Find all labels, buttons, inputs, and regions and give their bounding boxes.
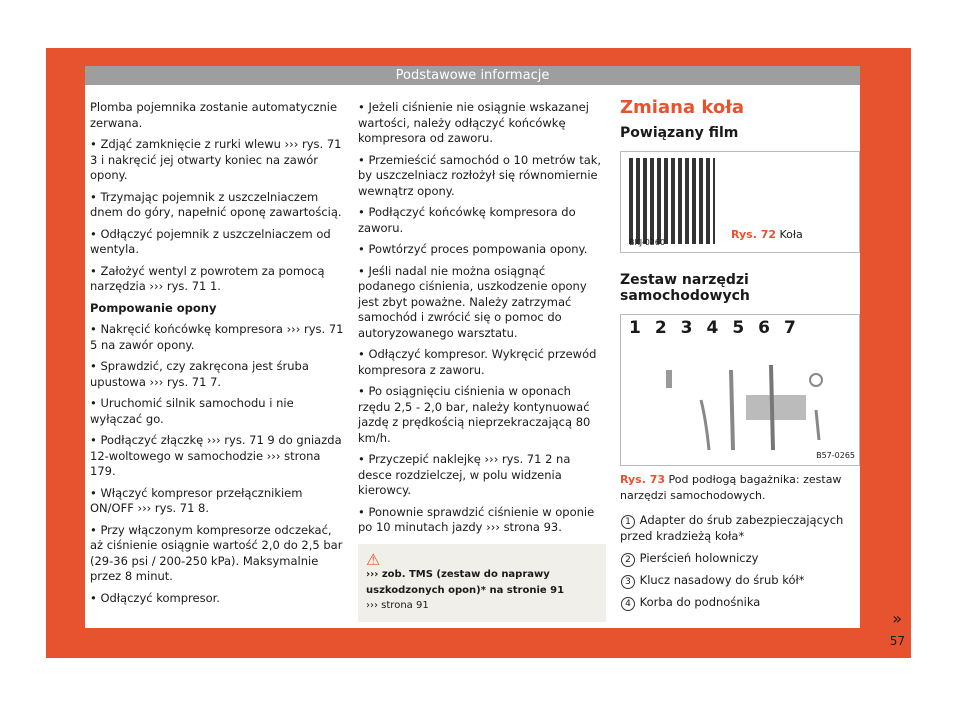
- continue-mark: »: [892, 609, 902, 628]
- column-3: [620, 97, 860, 617]
- text-line: • Odłączyć kompresor. Wykręcić przewód kompresora z zaworu.: [358, 347, 597, 377]
- text-line: • Jeśli nadal nie można osiągnąć podanego ciśnienia, uszkodzenie opony jest zbyt poważne. Należy zatrzymać samochód i zwrócić się o pomoc do autoryzowanego warsztatu.: [358, 263, 587, 340]
- figure-caption: Rys. 72 Koła: [731, 227, 803, 241]
- text-line: • Uruchomić silnik samochodu i nie wyłączać go.: [90, 396, 294, 426]
- text-line: • Podłączyć końcówkę kompresora do zaworu.: [358, 205, 576, 235]
- section-title: Zmiana koła: [620, 97, 745, 118]
- header: Podstawowe informacje: [85, 66, 860, 85]
- text-line: • Odłączyć kompresor.: [90, 590, 220, 605]
- tools-list: [620, 513, 860, 611]
- qr-code[interactable]: [629, 158, 715, 244]
- video-figure: [620, 151, 860, 253]
- figure-code: B57-0265: [816, 450, 855, 460]
- list-item: 2 Pierścień holowniczy: [620, 551, 860, 567]
- warning-icon: ⚠: [366, 549, 381, 569]
- text-line: • Zdjąć zamknięcie z rurki wlewu ››› rys. 71 3 i nakręcić jej otwarty koniec na zawór opony.: [90, 137, 342, 182]
- qr-code-id: BKJ-0260: [629, 237, 666, 247]
- text-line: • Nakręcić końcówkę kompresora ››› rys. 71 5 na zawór opony.: [90, 322, 344, 352]
- info-text: ››› strona 91: [366, 600, 429, 611]
- tools-illustration: [661, 360, 831, 450]
- text-line: • Odłączyć pojemnik z uszczelniaczem od wentyla.: [90, 226, 331, 256]
- text-line: • Sprawdzić, czy zakręcona jest śruba upustowa ››› rys. 71 7.: [90, 359, 309, 389]
- text-line: • Przyczepić naklejkę ››› rys. 71 2 na desce rozdzielczej, w polu widzenia kierowcy.: [358, 452, 571, 497]
- list-item: 3 Klucz nasadowy do śrub kół*: [620, 573, 860, 589]
- column-2: [358, 100, 606, 622]
- tools-figure: [620, 314, 860, 466]
- warning-text: ››› zob. TMS (zestaw do naprawy uszkodzonych opon)* na stronie 91: [366, 569, 565, 596]
- tool-number-labels: 1234567: [629, 318, 810, 338]
- text-line: • Włączyć kompresor przełącznikiem ON/OFF ››› rys. 71 8.: [90, 485, 303, 515]
- text-line: • Ponownie sprawdzić ciśnienie w oponie po 10 minutach jazdy ››› strona 93.: [358, 504, 595, 534]
- list-item: 4 Korba do podnośnika: [620, 595, 860, 611]
- figure-caption: Rys. 73 Pod podłogą bagażnika: zestaw narzędzi samochodowych.: [620, 473, 842, 502]
- text-line: • Założyć wentyl z powrotem za pomocą narzędzia ››› rys. 71 1.: [90, 263, 325, 293]
- text-line: Plomba pojemnika zostanie automatycznie zerwana.: [90, 100, 338, 130]
- section-heading: Pompowanie opony: [90, 300, 217, 315]
- page-number: 57: [889, 634, 905, 648]
- subtitle-tools: Zestaw narzędzi samochodowych: [620, 272, 750, 304]
- text-line: • Powtórzyć proces pompowania opony.: [358, 242, 588, 256]
- text-line: • Trzymając pojemnik z uszczelniaczem dnem do góry, napełnić oponę zawartością.: [90, 189, 342, 219]
- subtitle-video: Powiązany film: [620, 124, 739, 141]
- column-1: [90, 100, 345, 612]
- warning-box: [358, 544, 606, 622]
- list-item: 1 Adapter do śrub zabezpieczających przed kradzieżą koła*: [620, 513, 844, 543]
- text-line: • Podłączyć złączkę ››› rys. 71 9 do gniazda 12-woltowego w samochodzie ››› strona 179.: [90, 433, 342, 478]
- text-line: • Przemieścić samochód o 10 metrów tak, by uszczelniacz rozłożył się równomiernie wewnątrz opony.: [358, 152, 602, 198]
- text-line: • Po osiągnięciu ciśnienia w oponach rzędu 2,5 - 2,0 bar, należy kontynuować jazdę z prędkością nieprzekraczającą 80 km/h.: [358, 384, 591, 445]
- text-line: • Jeżeli ciśnienie nie osiągnie wskazanej wartości, należy odłączyć końcówkę kompresora od zaworu.: [358, 100, 589, 145]
- text-line: • Przy włączonym kompresorze odczekać, aż ciśnienie osiągnie wartość 2,0 do 2,5 bar (29-36 psi / 200-250 kPa). Maksymalnie przez 8 minut.: [90, 522, 343, 583]
